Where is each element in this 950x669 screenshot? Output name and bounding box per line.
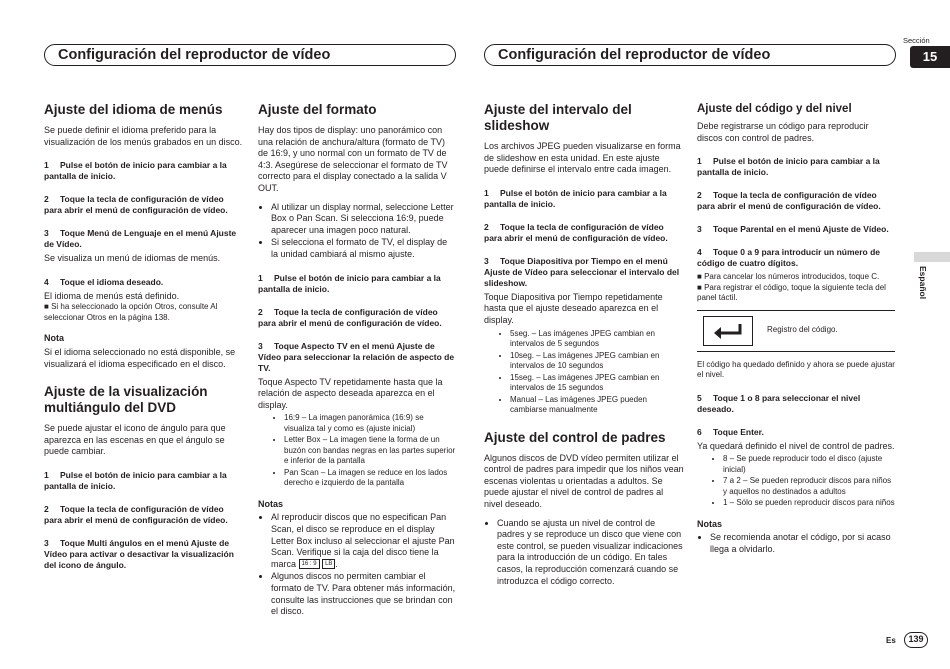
format-bullet-1: • Al utilizar un display normal, seleccione Letter Box o Pan Scan. Si selecciona 16:9, puede aparecer una imagen poco natural. <box>271 202 456 237</box>
step-6-text: Ya quedará definido el nivel de control de padres. <box>697 440 895 451</box>
heading-menu-language: Ajuste del idioma de menús <box>44 102 223 117</box>
nota-text: Si el idioma seleccionado no está disponible, se visualizará el idioma especificado en el disco. <box>44 346 236 369</box>
notas-list <box>697 532 895 555</box>
interval-options <box>484 329 684 416</box>
register-after-text: El código ha quedado definido y ahora se puede ajustar el nivel. <box>697 359 895 380</box>
column-3 <box>484 102 684 593</box>
step-4: 4 Toque 0 a 9 para introducir un número de código de cuatro dígitos. <box>697 247 881 269</box>
nota-2: • Algunos discos no permiten cambiar el formato de TV. Para obtener más información, consulte las instrucciones que se brindan con el disco. <box>271 571 456 617</box>
interval-option-10: • 10seg. – Las imágenes JPEG cambian en intervalos de 10 segundos <box>510 351 684 372</box>
nota-1: • Se recomienda anotar el código, por si acaso llega a olvidarlo. <box>710 532 895 555</box>
step-3-text: Se visualiza un menú de idiomas de menús. <box>44 253 221 264</box>
step-5: 5 Toque 1 o 8 para seleccionar el nivel deseado. <box>697 392 861 414</box>
parental-intro: Algunos discos de DVD vídeo permiten utilizar el control de padres para impedir que los niños vean escenas violentas u orientadas a adultos. Se puede ajustar el nivel de control de padres al nivel deseado. <box>484 452 684 509</box>
interval-option-5: • 5seg. – Las imágenes JPEG cambian en intervalos de 5 segundos <box>510 329 684 350</box>
mark-169: 16 : 9 <box>299 559 320 569</box>
level-options <box>697 454 895 509</box>
step-3: 3 Toque Parental en el menú Ajuste de Vídeo. <box>697 224 889 235</box>
page-number: 139 <box>904 632 928 648</box>
heading-multiangle: Ajuste de la visualización multiángulo del DVD <box>44 384 208 416</box>
level-option-8: • 8 – Se puede reproducir todo el disco (ajuste inicial) <box>723 454 895 475</box>
step-4-text: El idioma de menús está definido. <box>44 290 180 301</box>
aspect-option-letterbox: • Letter Box – La imagen tiene la forma de un buzón con bandas negras en las partes superior e inferior de la pantalla <box>284 435 456 467</box>
step-4-note: ■ Si ha seleccionado la opción Otros, consulte Al seleccionar Otros en la página 138. <box>44 302 218 322</box>
step-3-text: Toque Aspecto TV repetidamente hasta que la relación de aspecto deseada aparezca en el display. <box>258 376 443 410</box>
menu-language-intro: Se puede definir el idioma preferido para la visualización de los menús grabados en un disco. <box>44 125 243 147</box>
column-2 <box>258 102 456 624</box>
step-2: 2 Toque la tecla de configuración de vídeo para abrir el menú de configuración de vídeo. <box>258 306 442 328</box>
return-arrow-icon <box>712 322 744 340</box>
nota-label: Nota <box>44 333 64 344</box>
step-3: 3 Toque Aspecto TV en el menú Ajuste de Vídeo para seleccionar la relación de aspecto de TV. <box>258 340 455 373</box>
enter-key-icon <box>703 316 753 346</box>
nota-1: • Al reproducir discos que no especifican Pan Scan, el disco se reproduce en el display Letter Box incluso al seleccionar el ajuste Pan Scan. Verifique si la caja del disco tiene la marca 16 : 9 LB . <box>271 512 456 570</box>
interval-option-15: • 15seg. – Las imágenes JPEG cambian en intervalos de 15 segundos <box>510 373 684 394</box>
notas-list <box>258 512 456 617</box>
notas-label: Notas <box>697 518 723 529</box>
column-4 <box>697 102 895 562</box>
register-code-caption: Registro del código. <box>767 325 838 335</box>
step-3-text: Toque Diapositiva por Tiempo repetidamente hasta que el ajuste deseado aparezca en el display. <box>484 291 663 325</box>
step-2: 2 Toque la tecla de configuración de vídeo para abrir el menú de configuración de vídeo. <box>697 190 881 212</box>
footer-language: Es <box>886 636 896 645</box>
multi-step-3: 3 Toque Multi ángulos en el menú Ajuste de Vídeo para activar o desactivar la visualización del icono de ángulo. <box>44 537 234 570</box>
side-tab-bar <box>914 252 950 262</box>
section-number: 15 <box>910 46 950 68</box>
format-bullet-2: • Si selecciona el formato de TV, el display de la unidad cambiará al mismo ajuste. <box>271 237 456 260</box>
aspect-option-169: • 16:9 – La imagen panorámica (16:9) se visualiza tal y como es (ajuste inicial) <box>284 413 456 434</box>
step-3: 3 Toque Menú de Lenguaje en el menú Ajuste de Vídeo. <box>44 228 237 250</box>
mark-lb: LB <box>322 559 335 569</box>
step-6: 6 Toque Enter. <box>697 426 764 437</box>
interval-option-manual: • Manual – Las imágenes JPEG pueden cambiarse manualmente <box>510 395 684 416</box>
step-1: 1 Pulse el botón de inicio para cambiar a la pantalla de inicio. <box>697 156 880 178</box>
register-code-figure <box>697 310 895 352</box>
right-chapter-header: Configuración del reproductor de vídeo <box>484 44 896 66</box>
aspect-option-panscan: • Pan Scan – La imagen se reduce en los lados derecho e izquierdo de la pantalla <box>284 468 456 489</box>
step-1: 1 Pulse el botón de inicio para cambiar a la pantalla de inicio. <box>44 160 227 182</box>
side-tab-language: Español <box>918 266 928 300</box>
step-2: 2 Toque la tecla de configuración de vídeo para abrir el menú de configuración de vídeo. <box>44 194 228 216</box>
step-4-note-2: ■ Para registrar el código, toque la siguiente tecla del panel táctil. <box>697 282 886 303</box>
step-4: 4 Toque el idioma deseado. <box>44 276 164 287</box>
aspect-options <box>258 413 456 489</box>
notas-label: Notas <box>258 498 284 509</box>
step-3: 3 Toque Diapositiva por Tiempo en el menú Ajuste de Vídeo para seleccionar el intervalo del slideshow. <box>484 255 680 288</box>
step-1: 1 Pulse el botón de inicio para cambiar a la pantalla de inicio. <box>484 187 667 209</box>
heading-slideshow: Ajuste del intervalo del slideshow <box>484 102 632 133</box>
heading-format: Ajuste del formato <box>258 102 377 117</box>
multi-step-1: 1 Pulse el botón de inicio para cambiar a la pantalla de inicio. <box>44 469 227 491</box>
section-label: Sección <box>903 36 930 45</box>
left-chapter-header: Configuración del reproductor de vídeo <box>44 44 456 66</box>
multi-step-2: 2 Toque la tecla de configuración de vídeo para abrir el menú de configuración de vídeo. <box>44 503 228 525</box>
format-intro: Hay dos tipos de display: uno panorámico con una relación de anchura/altura (formato de TV) de 16:9, y uno normal con un formato de TV de 4:3. Asegúrese de seleccionar el formato de TV correcto para el display conectado a la salida V OUT. <box>258 125 448 193</box>
step-2: 2 Toque la tecla de configuración de vídeo para abrir el menú de configuración de vídeo. <box>484 221 668 243</box>
step-1: 1 Pulse el botón de inicio para cambiar a la pantalla de inicio. <box>258 272 441 294</box>
format-bullets <box>258 202 456 261</box>
column-1 <box>44 102 244 574</box>
slideshow-intro: Los archivos JPEG pueden visualizarse en forma de slideshow en esta unidad. En este ajuste puede definirse el intervalo entre cada imagen. <box>484 141 681 175</box>
heading-code-level: Ajuste del código y del nivel <box>697 103 852 115</box>
step-4-note-1: ■ Para cancelar los números introducidos, toque C. <box>697 272 880 282</box>
parental-bullets <box>484 518 684 588</box>
level-option-7-2: • 7 a 2 – Se pueden reproducir discos para niños y aquellos no destinados a adultos <box>723 476 895 497</box>
code-intro: Debe registrarse un código para reproducir discos con control de padres. <box>697 121 869 143</box>
parental-bullet-1: • Cuando se ajusta un nivel de control de padres y se reproduce un disco que viene con este control, se pueden visualizar indicaciones para la introducción de un código. En tales casos, la reproducción comenzará cuando se introduzca el código correcto. <box>497 518 684 588</box>
multiangle-intro: Se puede ajustar el icono de ángulo para que aparezca en las escenas en que el ángulo se puede cambiar. <box>44 423 226 457</box>
level-option-1: • 1 – Sólo se pueden reproducir discos para niños <box>723 498 895 509</box>
heading-parental: Ajuste del control de padres <box>484 429 666 445</box>
